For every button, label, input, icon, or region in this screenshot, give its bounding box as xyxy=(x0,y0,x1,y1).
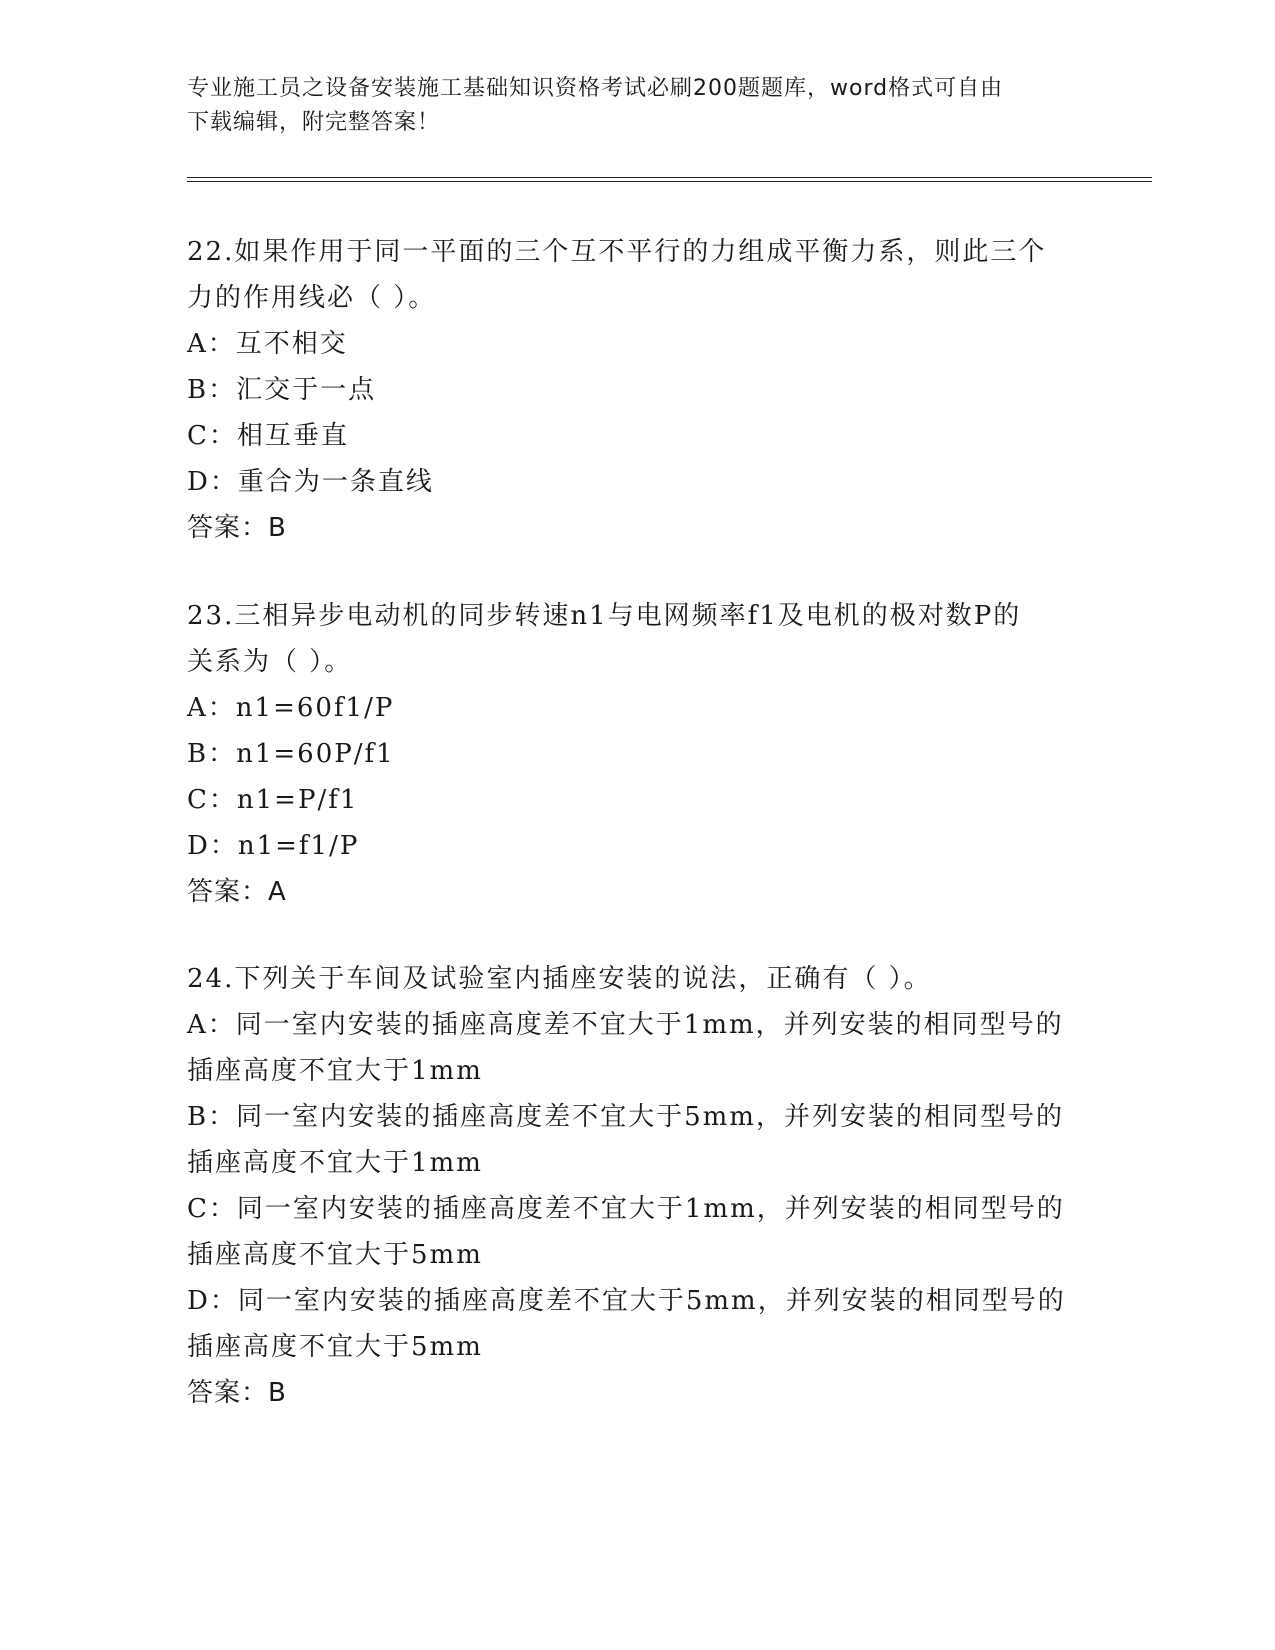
document-header xyxy=(187,72,1067,140)
question-stem: 力的作用线必（ ）。 xyxy=(187,283,437,313)
option-a-line2: 插座高度不宜大于1mm xyxy=(187,1056,483,1086)
option-a: A：n1=60f1/P xyxy=(187,693,395,723)
option-c-line1: C：同一室内安装的插座高度差不宜大于1mm，并列安装的相同型号的 xyxy=(187,1194,1065,1224)
option-c-line2: 插座高度不宜大于5mm xyxy=(187,1240,483,1270)
answer: 答案：B xyxy=(187,1378,287,1408)
option-a: A：互不相交 xyxy=(187,329,348,359)
answer: 答案：B xyxy=(187,513,287,543)
option-d: D：重合为一条直线 xyxy=(187,467,434,497)
answer: 答案：A xyxy=(187,877,287,907)
header-divider xyxy=(187,177,1152,178)
option-d-line2: 插座高度不宜大于5mm xyxy=(187,1332,483,1362)
option-b-line1: B：同一室内安装的插座高度差不宜大于5mm，并列安装的相同型号的 xyxy=(187,1102,1064,1132)
question-stem: 24.下列关于车间及试验室内插座安装的说法，正确有（ ）。 xyxy=(187,964,932,994)
question-stem: 关系为（ ）。 xyxy=(187,647,353,677)
option-b-line2: 插座高度不宜大于1mm xyxy=(187,1148,483,1178)
option-c: C：n1=P/f1 xyxy=(187,785,359,815)
question-stem: 23.三相异步电动机的同步转速n1与电网频率f1及电机的极对数P的 xyxy=(187,601,1022,631)
header-line: 专业施工员之设备安装施工基础知识资格考试必刷200题题库，word格式可自由 xyxy=(187,76,1004,101)
header-line: 下载编辑，附完整答案！ xyxy=(187,110,441,135)
question-22 xyxy=(187,229,1087,551)
option-d: D：n1=f1/P xyxy=(187,831,360,861)
question-23 xyxy=(187,593,1087,915)
question-stem: 22.如果作用于同一平面的三个互不平行的力组成平衡力系，则此三个 xyxy=(187,237,1047,267)
option-d-line1: D：同一室内安装的插座高度差不宜大于5mm，并列安装的相同型号的 xyxy=(187,1286,1066,1316)
option-a-line1: A：同一室内安装的插座高度差不宜大于1mm，并列安装的相同型号的 xyxy=(187,1010,1064,1040)
question-24 xyxy=(187,956,1087,1416)
header-divider xyxy=(187,181,1152,182)
option-c: C：相互垂直 xyxy=(187,421,349,451)
option-b: B：n1=60P/f1 xyxy=(187,739,395,769)
option-b: B：汇交于一点 xyxy=(187,375,377,405)
